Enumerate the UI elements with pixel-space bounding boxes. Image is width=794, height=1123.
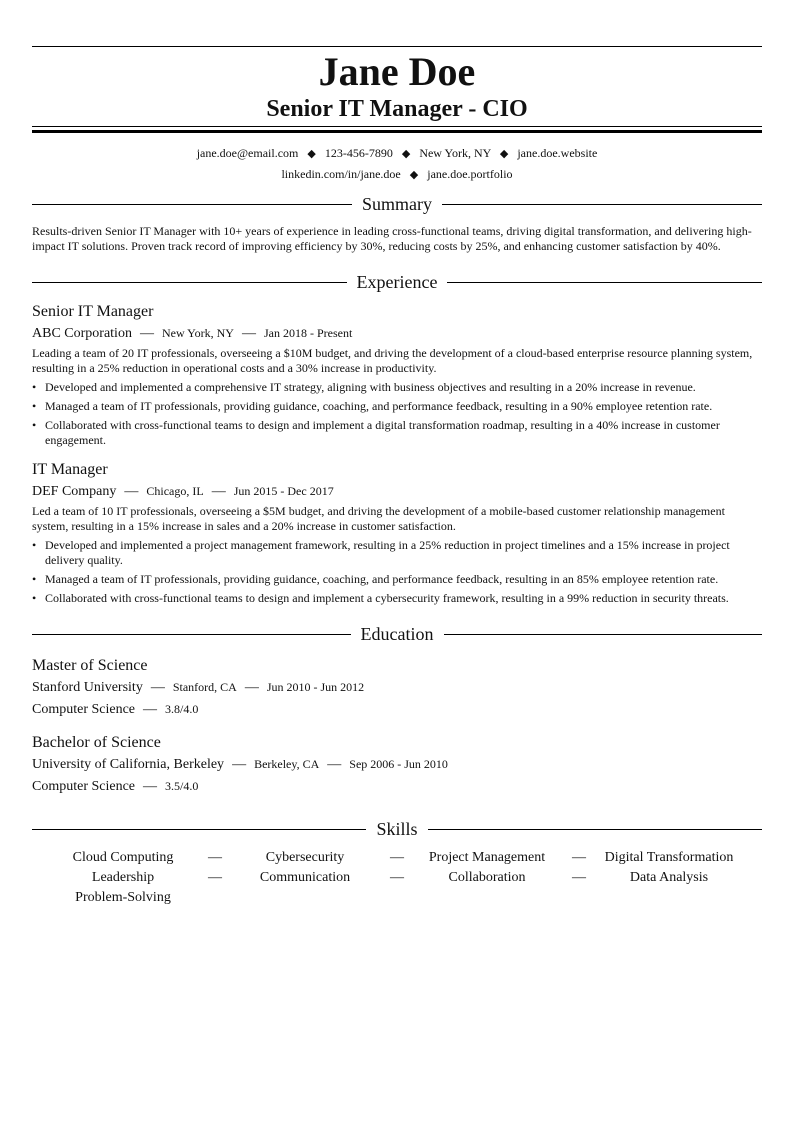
contact-phone[interactable]: 123-456-7890 <box>324 146 393 160</box>
bullet-icon: • <box>32 399 37 413</box>
education-section-header <box>32 623 762 645</box>
contact-linkedin[interactable]: linkedin.com/in/jane.doe <box>281 167 401 181</box>
edu-location: Stanford, CA <box>172 680 237 694</box>
summary-section-header <box>32 193 762 215</box>
bullet-text: Developed and implemented a comprehensive IT strategy, aligning with business objectives and resulting in a 20% increase in revenue. <box>45 380 696 394</box>
edu-dates: Jun 2010 - Jun 2012 <box>266 680 365 694</box>
bullet-text: Collaborated with cross-functional teams to design and implement a digital transformation roadmap, resulting in a 40% increase in customer engagement. <box>45 418 720 447</box>
job-location: New York, NY <box>161 326 234 340</box>
list-item <box>32 538 762 568</box>
skill-item <box>32 868 222 888</box>
edu-degree: Bachelor of Science <box>32 734 161 751</box>
dash-separator: — <box>390 870 404 885</box>
skills-heading: Skills <box>376 819 418 839</box>
section-rule-left <box>32 829 366 830</box>
bullet-icon: • <box>32 418 37 432</box>
contact-website[interactable]: jane.doe.website <box>517 146 598 160</box>
candidate-name: Jane Doe <box>318 49 476 94</box>
skill-label: Collaboration <box>448 870 526 885</box>
dash-separator: — <box>390 850 404 865</box>
diamond-icon: ◆ <box>499 148 509 160</box>
diamond-icon: ◆ <box>409 169 419 181</box>
top-rule <box>32 46 762 47</box>
job-company: DEF Company <box>32 484 117 499</box>
edu-degree: Master of Science <box>32 657 148 674</box>
dash-separator: — <box>244 680 259 695</box>
skills-section-header <box>32 818 762 840</box>
header-rule-thick <box>32 130 762 133</box>
edu-school: University of California, Berkeley <box>32 757 225 772</box>
job-location: Chicago, IL <box>146 484 204 498</box>
job-meta <box>32 481 762 502</box>
skill-label: Communication <box>259 870 351 885</box>
dash-separator: — <box>572 850 586 865</box>
list-item <box>32 399 762 414</box>
skill-item <box>578 848 760 868</box>
job-entry <box>32 460 762 606</box>
edu-field-line <box>32 699 762 720</box>
dash-separator: — <box>143 779 158 794</box>
skill-item <box>396 868 586 888</box>
job-title: IT Manager <box>32 461 108 478</box>
bullet-icon: • <box>32 538 37 552</box>
job-description: Led a team of 10 IT professionals, overseeing a $5M budget, and driving the development of a mobile-based customer relationship management system, resulting in a 15% increase in sales and a 20% increase in customer satisfaction. <box>32 504 725 533</box>
bullet-icon: • <box>32 380 37 394</box>
skill-item <box>214 868 404 888</box>
edu-school-line <box>32 754 762 775</box>
bullet-text: Managed a team of IT professionals, providing guidance, coaching, and performance feedback, resulting in a 90% employee retention rate. <box>45 399 713 413</box>
job-dates: Jun 2015 - Dec 2017 <box>233 484 334 498</box>
bullet-icon: • <box>32 591 37 605</box>
edu-field-line <box>32 776 762 797</box>
bullet-text: Developed and implemented a project management framework, resulting in a 25% reduction in project timelines and a 15% increase in project delivery quality. <box>45 538 730 567</box>
experience-heading: Experience <box>356 272 438 292</box>
dash-separator: — <box>208 870 222 885</box>
resume-page <box>32 46 762 908</box>
dash-separator: — <box>241 326 256 341</box>
job-meta <box>32 323 762 344</box>
dash-separator: — <box>124 484 139 499</box>
job-bullets <box>32 380 762 448</box>
contact-row-2 <box>32 164 762 185</box>
job-dates: Jan 2018 - Present <box>263 326 353 340</box>
skill-item <box>396 848 586 868</box>
job-description: Leading a team of 20 IT professionals, overseeing a $10M budget, and driving the development of a cloud-based enterprise resource planning system, resulting in a 25% reduction in operational costs and a 30% increase in productivity. <box>32 346 753 375</box>
section-rule-left <box>32 282 347 283</box>
education-entry <box>32 733 762 797</box>
skill-item <box>32 848 222 868</box>
edu-gpa: 3.8/4.0 <box>165 702 199 716</box>
diamond-icon: ◆ <box>401 148 411 160</box>
edu-gpa: 3.5/4.0 <box>165 779 199 793</box>
job-company: ABC Corporation <box>32 326 132 341</box>
section-rule-left <box>32 634 351 635</box>
section-rule-right <box>444 634 763 635</box>
dash-separator: — <box>139 326 154 341</box>
edu-school: Stanford University <box>32 680 143 695</box>
skill-item <box>32 888 214 908</box>
dash-separator: — <box>327 757 342 772</box>
contact-location: New York, NY <box>419 146 491 160</box>
edu-field: Computer Science <box>32 779 136 794</box>
list-item <box>32 591 762 606</box>
dash-separator: — <box>143 702 158 717</box>
experience-section-header <box>32 271 762 293</box>
skill-label: Project Management <box>428 850 546 865</box>
list-item <box>32 380 762 395</box>
job-bullets <box>32 538 762 606</box>
dash-separator: — <box>572 870 586 885</box>
dash-separator: — <box>232 757 247 772</box>
skill-label: Cybersecurity <box>265 850 345 865</box>
skills-grid <box>32 848 762 908</box>
skill-label: Leadership <box>91 870 155 885</box>
edu-field: Computer Science <box>32 702 136 717</box>
bullet-text: Collaborated with cross-functional teams to design and implement a cybersecurity framework, resulting in a 99% reduction in security threats. <box>45 591 729 605</box>
summary-heading: Summary <box>362 194 432 214</box>
skill-item <box>578 868 760 888</box>
section-rule-left <box>32 204 352 205</box>
summary-text: Results-driven Senior IT Manager with 10+ years of experience in leading cross-functional teams, driving digital transformation, and delivering high-impact IT solutions. Proven track record of improving efficiency by 30%, reducing costs by 25%, and enhancing customer satisfaction by 40%. <box>32 224 752 253</box>
section-rule-right <box>442 204 762 205</box>
skill-item <box>214 848 404 868</box>
bullet-text: Managed a team of IT professionals, providing guidance, coaching, and performance feedback, resulting in an 85% employee retention rate. <box>45 572 719 586</box>
diamond-icon: ◆ <box>307 148 316 160</box>
skill-label: Problem-Solving <box>75 890 171 905</box>
edu-dates: Sep 2006 - Jun 2010 <box>349 757 448 771</box>
list-item <box>32 572 762 587</box>
contact-info <box>32 143 762 185</box>
education-heading: Education <box>360 624 434 644</box>
education-entry <box>32 656 762 720</box>
contact-row-1 <box>32 143 762 164</box>
dash-separator: — <box>150 680 165 695</box>
list-item <box>32 418 762 448</box>
section-rule-right <box>447 282 762 283</box>
edu-location: Berkeley, CA <box>254 757 320 771</box>
dash-separator: — <box>211 484 226 499</box>
skill-label: Cloud Computing <box>72 850 174 865</box>
candidate-title: Senior IT Manager - CIO <box>266 96 528 122</box>
job-title: Senior IT Manager <box>32 303 154 320</box>
dash-separator: — <box>208 850 222 865</box>
contact-email[interactable]: jane.doe@email.com <box>196 146 299 160</box>
header-rule-thin <box>32 126 762 127</box>
skill-label: Digital Transformation <box>604 850 734 865</box>
contact-portfolio[interactable]: jane.doe.portfolio <box>427 167 513 181</box>
job-entry <box>32 302 762 448</box>
bullet-icon: • <box>32 572 37 586</box>
section-rule-right <box>428 829 762 830</box>
skill-label: Data Analysis <box>629 870 709 885</box>
edu-school-line <box>32 677 762 698</box>
